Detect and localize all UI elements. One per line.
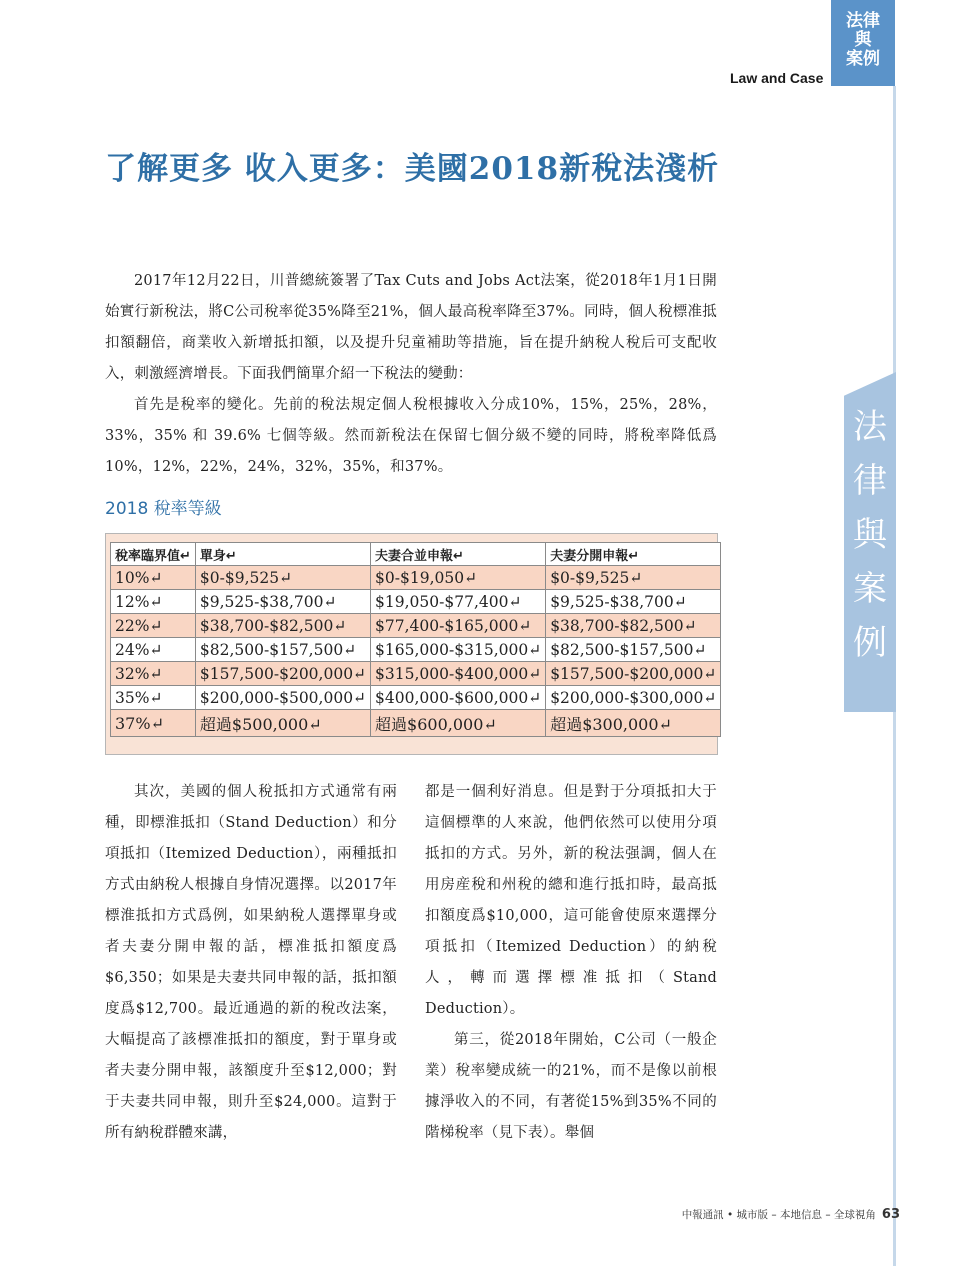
side-tab-text [844, 400, 896, 670]
header-cell: 稅率臨界值↵ [111, 543, 196, 566]
intro-text [105, 266, 717, 483]
paragraph: 其次，美國的個人稅抵扣方式通常有兩種，即標淮抵扣（Stand Deduction）和分項抵扣（Itemized Deduction），兩種抵扣方式由納稅人根據自身情况選擇。以2017年標淮抵扣方式爲例，如果納稅人選擇單身或者夫妻分開申報的話，標准抵扣額度爲$6,350；如果是夫妻共同申報的話，抵扣額度爲$12,700。最近通過的新的稅改法案，大幅提高了該標准抵扣的額度，對于單身或者夫妻分開申報，該額度升至$12,000；對于夫妻共同申報，則升至$24,000。這對于所有納稅群體來講， [105, 784, 397, 1141]
article-title: 了解更多 收入更多：美國2018新稅法淺析 [105, 151, 720, 187]
table-title: 2018 稅率等級 [105, 499, 222, 519]
side-tab-char: 例 [853, 623, 887, 663]
table-cell: $0-$9,525↵ [195, 566, 370, 590]
table-cell: $165,000-$315,000↵ [371, 638, 546, 662]
paragraph: 都是一個利好消息。但是對于分項抵扣大于這個標準的人來說，他們依然可以使用分項抵扣的方式。另外，新的稅法强調，個人在用房産稅和州稅的總和進行抵扣時，最高抵扣額度爲$10,000，這可能會使原來選擇分項抵扣（Itemized Deduction）的納稅人，轉而選擇標准抵扣（Stand Deduction）。 [425, 784, 717, 1017]
table-cell: $157,500-$200,000↵ [195, 662, 370, 686]
table-row [111, 662, 721, 686]
table-cell: 22%↵ [111, 614, 196, 638]
table-cell: $0-$19,050↵ [371, 566, 546, 590]
table-row [111, 566, 721, 590]
section-label-line: 法律 [846, 11, 880, 31]
paragraph: 第三，從2018年開始，C公司（一般企業）稅率變成統一的21%，而不是像以前根據淨收入的不同，有著從15%到35%不同的階梯稅率（見下表）。舉個 [425, 1032, 717, 1141]
page-number: 63 [881, 1207, 900, 1222]
header-cell: 夫妻合並申報↵ [371, 543, 546, 566]
table-cell: $200,000-$500,000↵ [195, 686, 370, 710]
table-cell: $82,500-$157,500↵ [195, 638, 370, 662]
section-label [831, 0, 895, 86]
header-cell: 夫妻分開申報↵ [546, 543, 721, 566]
table-cell: $400,000-$600,000↵ [371, 686, 546, 710]
table-cell: 10%↵ [111, 566, 196, 590]
table-cell: $9,525-$38,700↵ [546, 590, 721, 614]
table-header-row [111, 543, 721, 566]
table-cell: $9,525-$38,700↵ [195, 590, 370, 614]
table-cell: 超過$600,000↵ [371, 710, 546, 737]
table-row [111, 638, 721, 662]
tax-table-frame [105, 533, 718, 755]
side-tab-char: 與 [853, 515, 887, 555]
table-cell: $200,000-$300,000↵ [546, 686, 721, 710]
table-cell: $77,400-$165,000↵ [371, 614, 546, 638]
table-cell: 超過$500,000↵ [195, 710, 370, 737]
table-row [111, 590, 721, 614]
table-cell: $157,500-$200,000↵ [546, 662, 721, 686]
side-tab-char: 法 [853, 407, 887, 447]
table-row [111, 710, 721, 737]
header-cell: 單身↵ [195, 543, 370, 566]
body-column-right [425, 777, 717, 1149]
table-row [111, 614, 721, 638]
section-label-line: 案例 [846, 49, 880, 69]
table-cell: 35%↵ [111, 686, 196, 710]
body-column-left [105, 777, 397, 1149]
section-label-line: 與 [854, 30, 872, 50]
page-footer [660, 1207, 900, 1222]
footer-text: 中報通訊 • 城市版 – 本地信息 – 全球視角 [681, 1209, 876, 1221]
table-row [111, 686, 721, 710]
table-cell: $315,000-$400,000↵ [371, 662, 546, 686]
section-english-label: Law and Case [730, 70, 824, 86]
paragraph: 2017年12月22日，川普總統簽署了Tax Cuts and Jobs Act法案，從2018年1月1日開始實行新稅法，將C公司稅率從35%降至21%，個人最高稅率降至37%。同時，個人稅標准抵扣額翻倍，商業收入新增抵扣額，以及提升兒童補助等措施，旨在提升納稅人稅后可支配收入，刺激經濟增長。下面我們簡單介紹一下稅法的變動： [105, 273, 717, 382]
table-cell: $38,700-$82,500↵ [195, 614, 370, 638]
table-cell: $19,050-$77,400↵ [371, 590, 546, 614]
table-cell: $38,700-$82,500↵ [546, 614, 721, 638]
table-cell: 32%↵ [111, 662, 196, 686]
table-cell: $82,500-$157,500↵ [546, 638, 721, 662]
table-cell: $0-$9,525↵ [546, 566, 721, 590]
tax-bracket-table [110, 542, 721, 737]
side-tab-char: 案 [853, 569, 887, 609]
table-cell: 24%↵ [111, 638, 196, 662]
table-cell: 超過$300,000↵ [546, 710, 721, 737]
paragraph: 首先是稅率的變化。先前的稅法規定個人稅根據收入分成10%，15%，25%，28%，33%，35% 和 39.6% 七個等級。然而新稅法在保留七個分級不變的同時，將稅率降低爲10%，12%，22%，24%，32%，35%，和37%。 [105, 397, 717, 475]
table-cell: 37%↵ [111, 710, 196, 737]
table-cell: 12%↵ [111, 590, 196, 614]
side-tab-char: 律 [853, 461, 887, 501]
